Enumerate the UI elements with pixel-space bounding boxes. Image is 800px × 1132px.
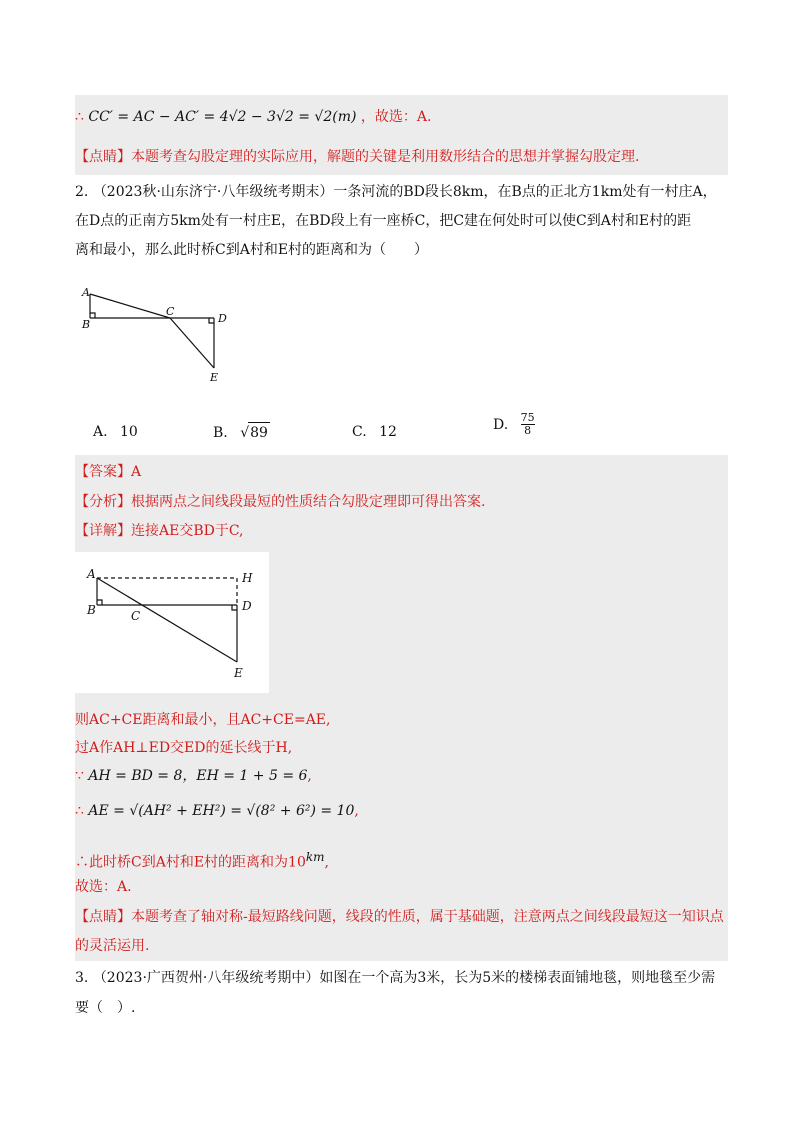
prev-solution-block (75, 95, 728, 175)
question-2-line1 (75, 182, 717, 202)
therefore-symbol: ∴ (75, 803, 84, 819)
solution-step-6: 故选：A. (75, 879, 132, 895)
therefore-symbol: ∴ (75, 109, 84, 125)
solution-figure (75, 552, 269, 693)
step-3-formula: AH = BD = 8，EH = 1 + 5 = 6 (88, 768, 308, 784)
option-d-letter: D. (493, 416, 509, 433)
right-angle-d (209, 318, 214, 323)
solution-choice: ，故选：A. (360, 109, 432, 125)
question-text: （2023秋·山东济宁·八年级统考期末）一条河流的BD段长8km，在B点的正北方1km处有一村庄A， (92, 184, 717, 200)
segment-ae (97, 578, 237, 662)
question-3-line1 (75, 968, 715, 988)
because-symbol: ∵ (75, 768, 84, 784)
dianjing-line-2: 的灵活运用. (75, 938, 150, 954)
solution-step-3 (75, 766, 312, 786)
option-d (493, 412, 535, 437)
option-c (352, 422, 397, 442)
step-5-unit: km (305, 850, 325, 864)
right-angle-b (97, 600, 102, 605)
answer-line: 【答案】A (75, 464, 142, 480)
step-5-text: ∴此时桥C到A村和E村的距离和为10 (75, 854, 306, 871)
label-h: H (242, 571, 253, 585)
question-number: 2. (75, 184, 89, 200)
sqrt-sign: √ (240, 425, 250, 441)
fraction-denominator: 8 (521, 424, 535, 437)
label-d: D (242, 599, 252, 613)
question-number: 3. (75, 970, 89, 986)
dianjing-line-1: 【点睛】本题考查了轴对称-最短路线问题，线段的性质，属于基础题，注意两点之间线段最短这一知识点 (75, 909, 724, 925)
option-a-value: 10 (120, 424, 138, 440)
analysis-line: 【分析】根据两点之间线段最短的性质结合勾股定理即可得出答案. (75, 494, 486, 510)
label-a: A (87, 567, 96, 581)
question-2-line2: 在D点的正南方5km处有一村庄E，在BD段上有一座桥C，把C建在何处时可以使C到A村和E村的距 (75, 213, 692, 229)
solution-step-2: 过A作AH⊥ED交ED的延长线于H, (75, 740, 293, 756)
label-e: E (234, 666, 243, 680)
step-5-tail: , (324, 854, 329, 871)
label-c: C (131, 609, 141, 623)
option-b-value: 89 (248, 422, 270, 443)
option-a-letter: A. (93, 424, 108, 440)
segment-ac (90, 294, 170, 318)
label-a: A (82, 286, 90, 299)
solution-step-4 (75, 801, 359, 821)
solution-step-1: 则AC+CE距离和最小，且AC+CE=AE, (75, 712, 331, 728)
question-text: （2023·广西贺州·八年级统考期中）如图在一个高为3米，长为5米的楼梯表面铺地毯，则地毯至少需 (92, 970, 716, 986)
fraction-numerator: 75 (520, 411, 535, 424)
dianjing-note: 【点睛】本题考查勾股定理的实际应用，解题的关键是利用数形结合的思想并掌握勾股定理. (75, 149, 640, 165)
right-angle-d (232, 605, 237, 610)
label-b: B (87, 603, 96, 617)
option-b (213, 422, 270, 443)
segment-ce (170, 318, 214, 368)
option-b-letter: B. (213, 425, 228, 441)
label-c: C (166, 305, 175, 318)
option-c-value: 12 (379, 424, 397, 440)
question-2-line3: 离和最小，那么此时桥C到A村和E村的距离和为（ ） (75, 242, 429, 258)
option-d-fraction (521, 412, 535, 437)
answer-block (75, 455, 728, 961)
step-4-tail: , (354, 803, 359, 819)
option-a (93, 422, 138, 442)
detail-line: 【详解】连接AE交BD于C, (75, 523, 244, 539)
solution-step-5 (75, 847, 329, 873)
river-figure (78, 282, 238, 392)
right-angle-b (90, 313, 95, 318)
solution-figure-panel (75, 552, 269, 693)
label-e: E (210, 371, 219, 384)
option-c-letter: C. (352, 424, 367, 440)
question-3-line2: 要（ ）. (75, 1000, 136, 1016)
label-b: B (82, 318, 91, 331)
solution-line (75, 107, 431, 127)
label-d: D (218, 312, 227, 325)
step-3-tail: , (307, 768, 312, 784)
step-4-formula: AE = √(AH² + EH²) = √(8² + 6²) = 10 (88, 803, 355, 819)
solution-formula: CC′ = AC − AC′ = 4√2 − 3√2 = √2(m) (88, 109, 357, 125)
